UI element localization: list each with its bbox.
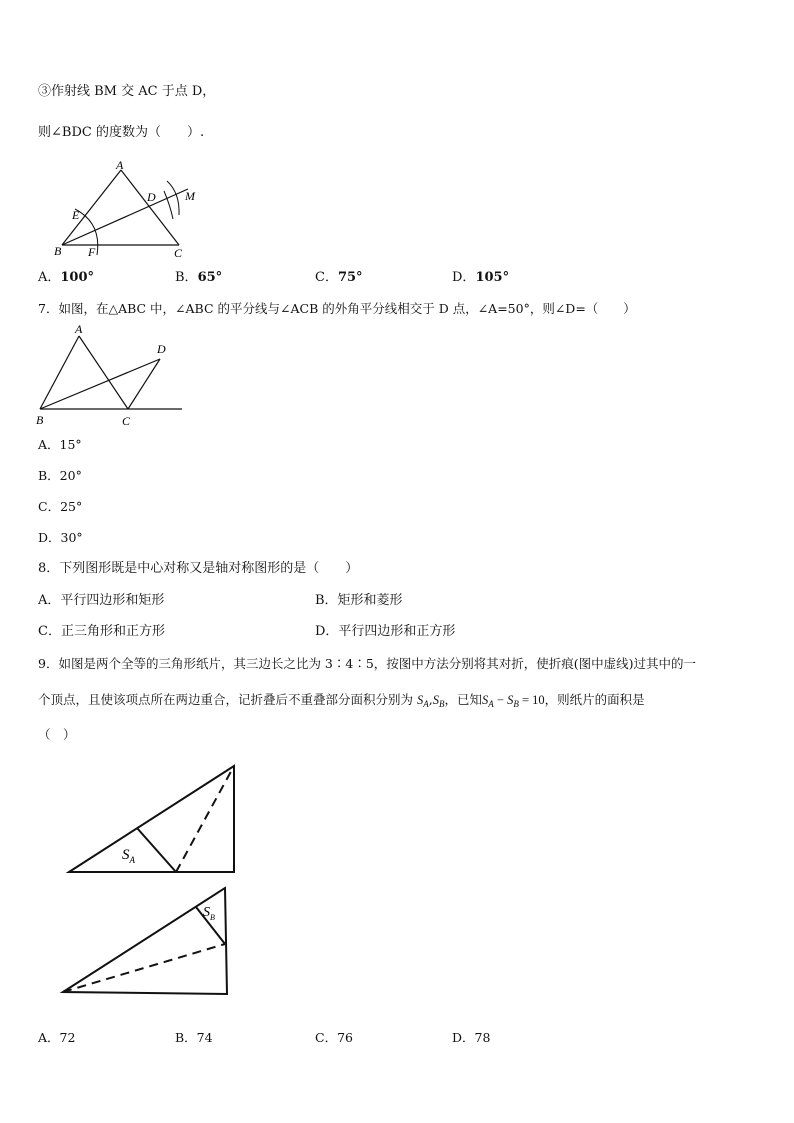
- q9-sb: [433, 693, 445, 707]
- q8-question: 8．下列图形既是中心对称又是轴对称图形的是（ ）: [38, 561, 359, 576]
- q6-step3: ③作射线 BM 交 AC 于点 D，: [38, 84, 216, 99]
- q9-sa-sub: A: [423, 699, 429, 709]
- q9-fig-b-label: [203, 905, 215, 922]
- q6-option-c-key: C．: [315, 270, 338, 285]
- q6-option-a-key: A．: [38, 270, 61, 285]
- q9-line2: [38, 692, 645, 709]
- q6-option-d-key: D．: [452, 270, 476, 285]
- q9-option-c: C．76: [315, 1030, 353, 1045]
- q6-label-F: F: [88, 245, 96, 259]
- q9-sa-s: S: [417, 693, 424, 707]
- q6-option-c: [315, 270, 363, 286]
- q9-figure-a: [60, 755, 250, 880]
- q7-label-C: C: [122, 414, 131, 428]
- q9-line2-part-c: ，则纸片的面积是: [544, 692, 645, 707]
- q7-label-A: A: [75, 322, 83, 336]
- q7-question: 7．如图，在△ABC 中，∠ABC 的平分线与∠ACB 的外角平分线相交于 D 点，∠A=50°，则∠D=（ ）: [38, 301, 636, 316]
- q9-line1: 9．如图是两个全等的三角形纸片，其三边长之比为 3∶4∶5，按图中方法分别将其对折，使折痕(图中虚线)过其中的一: [38, 656, 697, 671]
- q7-label-D: D: [157, 342, 166, 356]
- q6-option-a: [38, 270, 94, 286]
- q9-fig-b-label-s: S: [203, 905, 210, 920]
- q6-option-c-value: 75°: [337, 270, 363, 285]
- q9-figure-b: [55, 880, 245, 1005]
- q9-eq-minus: −: [493, 693, 508, 707]
- q9-fig-b-label-sub: B: [210, 913, 215, 922]
- q9-eq-rest: = 10: [518, 693, 545, 707]
- q9-line2-part-b: ，已知: [444, 692, 482, 707]
- q9-eq-sa: S: [482, 693, 489, 707]
- q7-label-B: B: [36, 413, 44, 427]
- q7-option-d: D．30°: [38, 530, 83, 545]
- q9-eq-sb: S: [507, 693, 514, 707]
- q7-option-c: C．25°: [38, 499, 83, 514]
- q6-label-C: C: [174, 246, 183, 260]
- q6-option-b-key: B．: [175, 270, 198, 285]
- q6-question: 则∠BDC 的度数为（ ）.: [38, 125, 205, 140]
- q9-comma: ,: [428, 692, 433, 707]
- q9-fig-a-label-sub: A: [129, 855, 135, 865]
- q6-option-a-value: 100°: [60, 270, 95, 285]
- q9-line2-part-a: 个顶点，且使该项点所在两边重合，记折叠后不重叠部分面积分别为: [38, 692, 414, 707]
- q9-option-b: B．74: [175, 1030, 213, 1045]
- q9-equation: [482, 693, 545, 707]
- q8-option-c: C．正三角形和正方形: [38, 624, 165, 639]
- q6-label-A: A: [116, 158, 124, 172]
- q9-line3: （ ）: [38, 727, 76, 742]
- q8-option-d: D．平行四边形和正方形: [315, 624, 456, 639]
- q6-label-B: B: [54, 244, 62, 258]
- q6-figure: [50, 155, 210, 265]
- q6-label-E: E: [72, 208, 80, 222]
- q7-figure: [30, 322, 190, 432]
- q8-option-a: A．平行四边形和矩形: [38, 593, 165, 608]
- q6-label-M: M: [185, 189, 195, 203]
- q6-option-b-value: 65°: [197, 270, 223, 285]
- q7-option-b: B．20°: [38, 468, 82, 483]
- q6-option-b: [175, 270, 222, 286]
- q9-option-d: D．78: [452, 1030, 491, 1045]
- q9-option-a: A．72: [38, 1030, 76, 1045]
- q9-eq-sb-sub: B: [513, 699, 519, 709]
- q9-sb-sub: B: [438, 699, 445, 709]
- q6-label-D: D: [147, 190, 156, 204]
- q9-fig-a-label-s: S: [122, 847, 130, 863]
- q9-sa: [417, 693, 429, 707]
- q8-option-b: B．矩形和菱形: [315, 593, 403, 608]
- q6-option-d: [452, 270, 509, 286]
- q7-option-a: A．15°: [38, 437, 82, 452]
- q6-option-d-value: 105°: [475, 270, 510, 285]
- q9-sb-s: S: [432, 693, 439, 707]
- q9-eq-sa-sub: A: [488, 699, 494, 709]
- q9-fig-a-label: [122, 847, 136, 865]
